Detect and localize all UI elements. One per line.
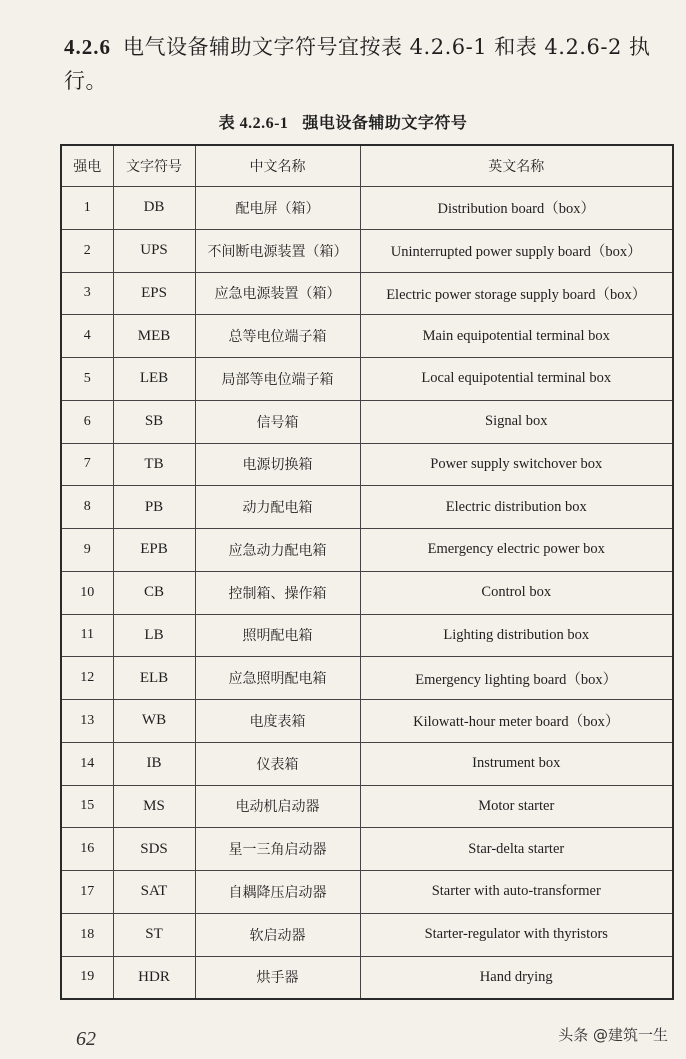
english-name-cell: Power supply switchover box bbox=[360, 443, 673, 486]
english-name-cell: Lighting distribution box bbox=[360, 614, 673, 657]
row-index-cell: 2 bbox=[61, 229, 113, 272]
header-cell-chinese-name: 中文名称 bbox=[195, 145, 360, 187]
chinese-name-cell: 配电屏（箱） bbox=[195, 187, 360, 230]
row-index-cell: 15 bbox=[61, 785, 113, 828]
chinese-name-cell: 仪表箱 bbox=[195, 742, 360, 785]
table-row bbox=[61, 700, 673, 743]
table-title bbox=[0, 110, 686, 133]
chinese-name-cell: 应急照明配电箱 bbox=[195, 657, 360, 700]
english-name-cell: Motor starter bbox=[360, 785, 673, 828]
chinese-name-cell: 星一三角启动器 bbox=[195, 828, 360, 871]
table-row bbox=[61, 315, 673, 358]
table-row bbox=[61, 956, 673, 999]
english-name-cell: Emergency lighting board（box） bbox=[360, 657, 673, 700]
chinese-name-cell: 不间断电源装置（箱） bbox=[195, 229, 360, 272]
row-index-cell: 7 bbox=[61, 443, 113, 486]
clause-number: 4.2.6 bbox=[64, 35, 111, 59]
english-name-cell: Uninterrupted power supply board（box） bbox=[360, 229, 673, 272]
table-row bbox=[61, 614, 673, 657]
page-number: 62 bbox=[76, 1028, 96, 1050]
table-row bbox=[61, 529, 673, 572]
english-name-cell: Local equipotential terminal box bbox=[360, 358, 673, 401]
table-row bbox=[61, 443, 673, 486]
chinese-name-cell: 电源切换箱 bbox=[195, 443, 360, 486]
english-name-cell: Starter with auto-transformer bbox=[360, 871, 673, 914]
chinese-name-cell: 总等电位端子箱 bbox=[195, 315, 360, 358]
row-index-cell: 1 bbox=[61, 187, 113, 230]
symbol-cell: TB bbox=[113, 443, 195, 486]
header-cell-index: 强电 bbox=[61, 145, 113, 187]
english-name-cell: Hand drying bbox=[360, 956, 673, 999]
chinese-name-cell: 电度表箱 bbox=[195, 700, 360, 743]
row-index-cell: 13 bbox=[61, 700, 113, 743]
header-cell-symbol: 文字符号 bbox=[113, 145, 195, 187]
english-name-cell: Instrument box bbox=[360, 742, 673, 785]
symbol-cell: UPS bbox=[113, 229, 195, 272]
symbol-cell: EPB bbox=[113, 529, 195, 572]
row-index-cell: 5 bbox=[61, 358, 113, 401]
symbol-cell: HDR bbox=[113, 956, 195, 999]
table-number: 表 4.2.6-1 bbox=[218, 115, 289, 132]
table-row bbox=[61, 657, 673, 700]
symbol-cell: SB bbox=[113, 400, 195, 443]
row-index-cell: 8 bbox=[61, 486, 113, 529]
chinese-name-cell: 控制箱、操作箱 bbox=[195, 571, 360, 614]
header-cell-english-name: 英文名称 bbox=[360, 145, 673, 187]
table-row bbox=[61, 913, 673, 956]
symbol-cell: SDS bbox=[113, 828, 195, 871]
table-row bbox=[61, 571, 673, 614]
table-row bbox=[61, 828, 673, 871]
table-body bbox=[61, 187, 673, 1000]
chinese-name-cell: 动力配电箱 bbox=[195, 486, 360, 529]
row-index-cell: 3 bbox=[61, 272, 113, 315]
symbol-cell: SAT bbox=[113, 871, 195, 914]
table-title-text: 强电设备辅助文字符号 bbox=[302, 113, 468, 132]
row-index-cell: 11 bbox=[61, 614, 113, 657]
row-index-cell: 14 bbox=[61, 742, 113, 785]
symbol-cell: MEB bbox=[113, 315, 195, 358]
english-name-cell: Emergency electric power box bbox=[360, 529, 673, 572]
symbol-cell: ELB bbox=[113, 657, 195, 700]
row-index-cell: 17 bbox=[61, 871, 113, 914]
english-name-cell: Star-delta starter bbox=[360, 828, 673, 871]
english-name-cell: Control box bbox=[360, 571, 673, 614]
row-index-cell: 12 bbox=[61, 657, 113, 700]
row-index-cell: 6 bbox=[61, 400, 113, 443]
table-row bbox=[61, 742, 673, 785]
chinese-name-cell: 烘手器 bbox=[195, 956, 360, 999]
row-index-cell: 18 bbox=[61, 913, 113, 956]
row-index-cell: 9 bbox=[61, 529, 113, 572]
symbol-cell: DB bbox=[113, 187, 195, 230]
symbol-cell: CB bbox=[113, 571, 195, 614]
symbol-cell: ST bbox=[113, 913, 195, 956]
symbol-cell: LEB bbox=[113, 358, 195, 401]
watermark-text: 头条 @建筑一生 bbox=[558, 1026, 668, 1044]
symbol-cell: LB bbox=[113, 614, 195, 657]
clause-paragraph bbox=[64, 30, 676, 98]
english-name-cell: Electric power storage supply board（box） bbox=[360, 272, 673, 315]
symbol-cell: IB bbox=[113, 742, 195, 785]
chinese-name-cell: 局部等电位端子箱 bbox=[195, 358, 360, 401]
table-header-row bbox=[61, 145, 673, 187]
symbol-cell: PB bbox=[113, 486, 195, 529]
chinese-name-cell: 自耦降压启动器 bbox=[195, 871, 360, 914]
chinese-name-cell: 应急电源装置（箱） bbox=[195, 272, 360, 315]
table-row bbox=[61, 871, 673, 914]
english-name-cell: Main equipotential terminal box bbox=[360, 315, 673, 358]
english-name-cell: Starter-regulator with thyristors bbox=[360, 913, 673, 956]
symbol-cell: MS bbox=[113, 785, 195, 828]
chinese-name-cell: 应急动力配电箱 bbox=[195, 529, 360, 572]
clause-text: 电气设备辅助文字符号宜按表 4.2.6-1 和表 4.2.6-2 执行。 bbox=[64, 35, 651, 93]
table-row bbox=[61, 486, 673, 529]
chinese-name-cell: 照明配电箱 bbox=[195, 614, 360, 657]
chinese-name-cell: 电动机启动器 bbox=[195, 785, 360, 828]
english-name-cell: Kilowatt-hour meter board（box） bbox=[360, 700, 673, 743]
table-row bbox=[61, 229, 673, 272]
row-index-cell: 4 bbox=[61, 315, 113, 358]
row-index-cell: 16 bbox=[61, 828, 113, 871]
table-row bbox=[61, 358, 673, 401]
table-row bbox=[61, 400, 673, 443]
chinese-name-cell: 软启动器 bbox=[195, 913, 360, 956]
row-index-cell: 10 bbox=[61, 571, 113, 614]
table-row bbox=[61, 272, 673, 315]
english-name-cell: Signal box bbox=[360, 400, 673, 443]
symbol-table bbox=[60, 144, 674, 1000]
table-row bbox=[61, 785, 673, 828]
english-name-cell: Distribution board（box） bbox=[360, 187, 673, 230]
chinese-name-cell: 信号箱 bbox=[195, 400, 360, 443]
table-row bbox=[61, 187, 673, 230]
english-name-cell: Electric distribution box bbox=[360, 486, 673, 529]
symbol-cell: WB bbox=[113, 700, 195, 743]
symbol-cell: EPS bbox=[113, 272, 195, 315]
row-index-cell: 19 bbox=[61, 956, 113, 999]
